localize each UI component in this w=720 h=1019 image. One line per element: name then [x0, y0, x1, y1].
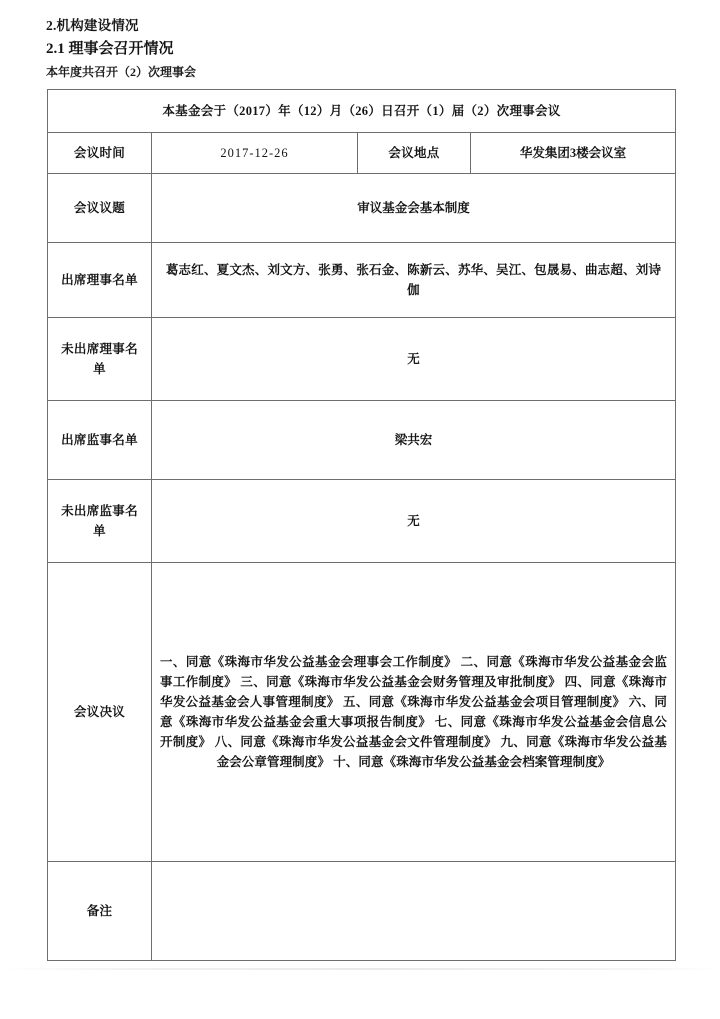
meeting-location-value: 华发集团3楼会议室: [471, 133, 676, 174]
present-supervisors-value: 梁共宏: [152, 401, 676, 480]
table-row: [48, 401, 676, 480]
present-supervisors-label: 出席监事名单: [48, 401, 152, 480]
meeting-time-value: 2017-12-26: [152, 133, 358, 174]
table-row: [48, 243, 676, 318]
absent-directors-value: 无: [152, 318, 676, 401]
remark-value: [152, 862, 676, 961]
remark-label: 备注: [48, 862, 152, 961]
absent-supervisors-value: 无: [152, 480, 676, 563]
table-row: [48, 480, 676, 563]
section-heading: 2.机构建设情况: [46, 18, 139, 33]
present-directors-value: 葛志红、夏文杰、刘文方、张勇、张石金、陈新云、苏华、吴江、包晟易、曲志超、刘诗伽: [152, 243, 676, 318]
board-meeting-table: [47, 89, 676, 961]
meeting-count-note: 本年度共召开（2）次理事会: [46, 65, 197, 79]
table-row: [48, 133, 676, 174]
table-row: [48, 862, 676, 961]
resolution-label: 会议决议: [48, 563, 152, 862]
absent-supervisors-label: 未出席监事名单: [48, 480, 152, 563]
absent-directors-label: 未出席理事名单: [48, 318, 152, 401]
meeting-topic-value: 审议基金会基本制度: [152, 174, 676, 243]
heading-block: [46, 16, 686, 81]
table-row: [48, 563, 676, 862]
meeting-time-label: 会议时间: [48, 133, 152, 174]
table-title: 本基金会于（2017）年（12）月（26）日召开（1）届（2）次理事会议: [48, 90, 676, 133]
table-row: [48, 174, 676, 243]
meeting-location-label: 会议地点: [358, 133, 471, 174]
subsection-heading: 2.1 理事会召开情况: [46, 41, 174, 58]
present-directors-label: 出席理事名单: [48, 243, 152, 318]
table-row-title: [48, 90, 676, 133]
resolution-value: 一、同意《珠海市华发公益基金会理事会工作制度》 二、同意《珠海市华发公益基金会监事工作制度》 三、同意《珠海市华发公益基金会财务管理及审批制度》 四、同意《珠海市华发公益基金会人事管理制度》 五、同意《珠海市华发公益基金会项目管理制度》 六、同意《珠海市华发公益基金会重大事项报告制度》 七、同意《珠海市华发公益基金会信息公开制度》 八、同意《珠海市华发公益基金会文件管理制度》 九、同意《珠海市华发公益基金会公章管理制度》 十、同意《珠海市华发公益基金会档案管理制度》: [152, 563, 676, 862]
scan-artifact: [0, 968, 720, 970]
meeting-topic-label: 会议议题: [48, 174, 152, 243]
table-row: [48, 318, 676, 401]
